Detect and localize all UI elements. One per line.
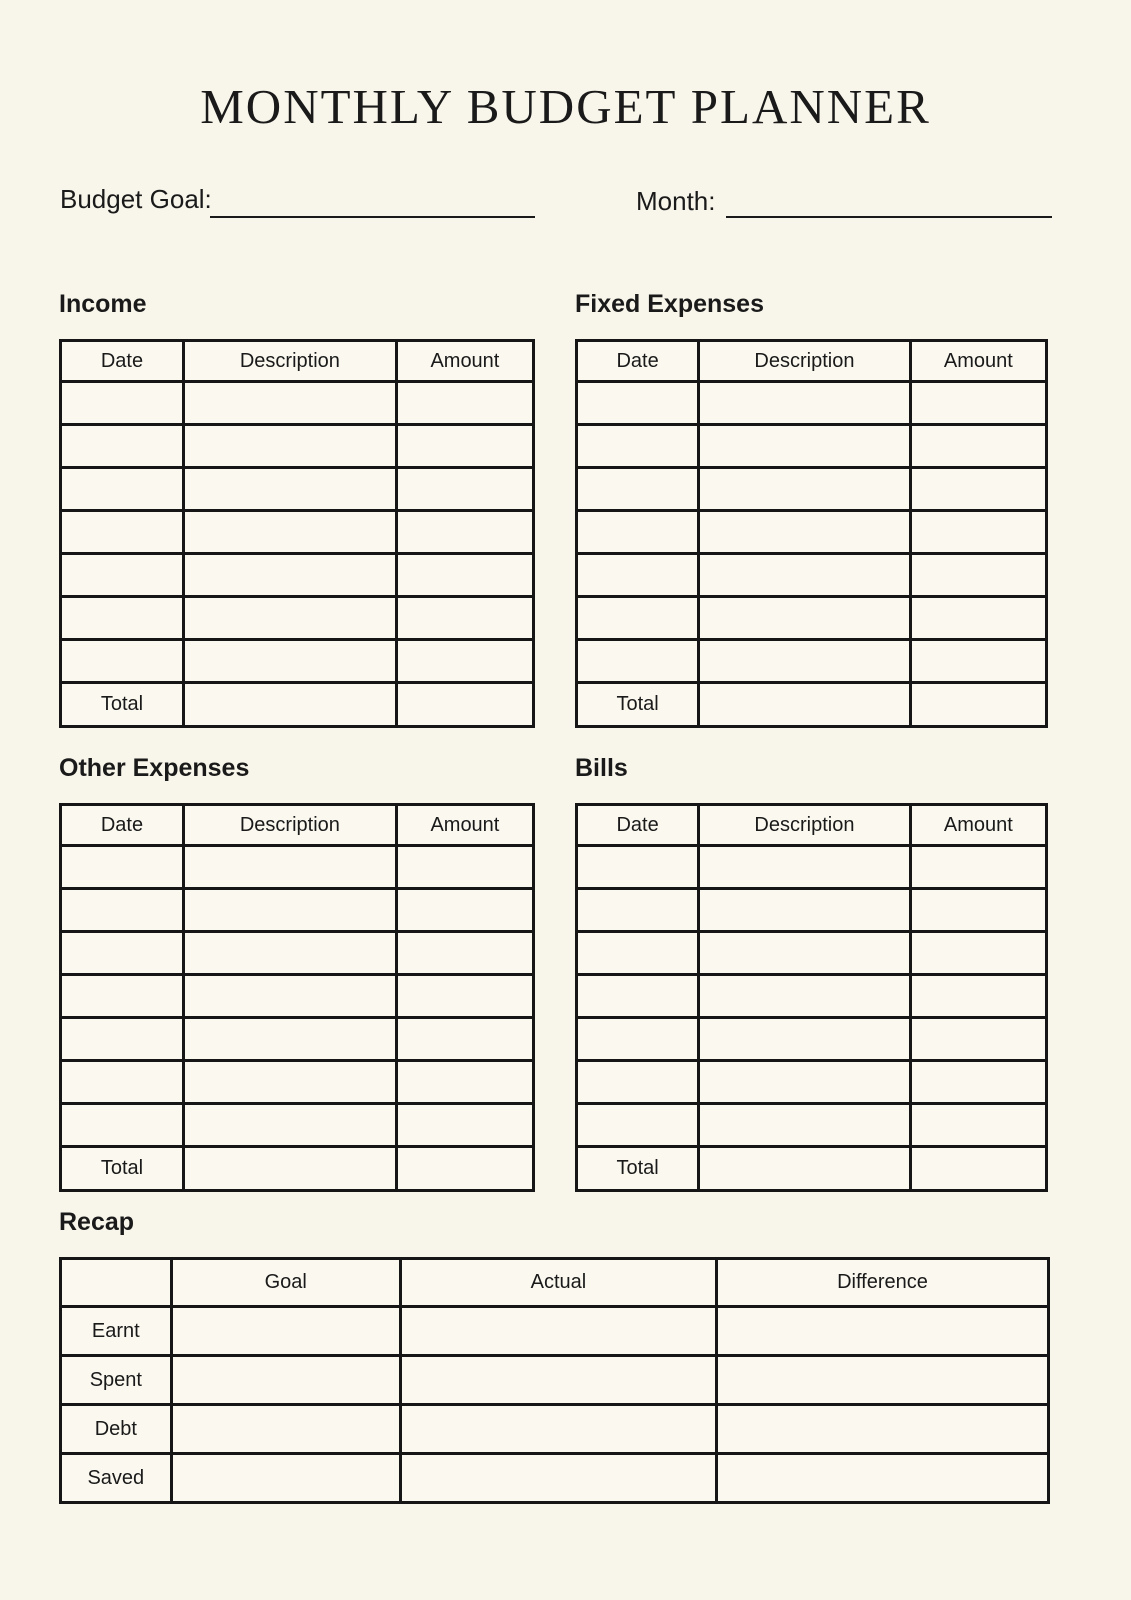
empty-cell[interactable] (396, 640, 533, 683)
recap-header-row (61, 1259, 1049, 1307)
total-label-cell: Total (577, 1147, 699, 1191)
empty-cell[interactable] (577, 1104, 699, 1147)
empty-cell[interactable] (699, 468, 911, 511)
empty-cell[interactable] (699, 597, 911, 640)
empty-cell[interactable] (171, 1307, 400, 1356)
empty-cell[interactable] (61, 468, 184, 511)
total-description-cell[interactable] (183, 1147, 396, 1191)
empty-cell[interactable] (183, 932, 396, 975)
empty-cell[interactable] (171, 1454, 400, 1503)
empty-cell[interactable] (577, 511, 699, 554)
table-row (61, 1061, 534, 1104)
empty-cell[interactable] (910, 1018, 1046, 1061)
empty-cell[interactable] (183, 468, 396, 511)
header-row (61, 341, 534, 382)
table-row (577, 382, 1047, 425)
goal-column-header: Goal (171, 1259, 400, 1307)
budget-goal-label: Budget Goal: (60, 184, 212, 214)
description-column-header: Description (183, 805, 396, 846)
table-row (577, 511, 1047, 554)
empty-cell[interactable] (699, 932, 911, 975)
empty-cell[interactable] (183, 1061, 396, 1104)
empty-cell[interactable] (699, 554, 911, 597)
table-row (61, 425, 534, 468)
empty-cell[interactable] (61, 554, 184, 597)
date-column-header: Date (577, 341, 699, 382)
other-expenses-heading: Other Expenses (59, 754, 250, 782)
table-row (577, 889, 1047, 932)
other-expenses-table (59, 803, 535, 1192)
empty-cell[interactable] (183, 846, 396, 889)
empty-cell[interactable] (577, 640, 699, 683)
table-row (577, 846, 1047, 889)
amount-column-header: Amount (396, 341, 533, 382)
month-label: Month: (636, 186, 716, 216)
empty-cell[interactable] (717, 1307, 1049, 1356)
empty-cell[interactable] (396, 1018, 533, 1061)
empty-cell[interactable] (910, 1104, 1046, 1147)
recap-table (59, 1257, 1050, 1504)
empty-cell[interactable] (61, 382, 184, 425)
empty-cell[interactable] (699, 382, 911, 425)
total-row (577, 683, 1047, 727)
debt-row-label: Debt (61, 1405, 172, 1454)
empty-cell[interactable] (396, 889, 533, 932)
description-column-header: Description (699, 805, 911, 846)
total-row (61, 683, 534, 727)
table-row (61, 554, 534, 597)
page-title: MONTHLY BUDGET PLANNER (200, 79, 931, 134)
total-amount-cell[interactable] (910, 683, 1046, 727)
difference-column-header: Difference (717, 1259, 1049, 1307)
empty-cell[interactable] (910, 1061, 1046, 1104)
table-row (61, 1104, 534, 1147)
empty-cell[interactable] (699, 1104, 911, 1147)
table-row (577, 425, 1047, 468)
table-row (61, 511, 534, 554)
empty-cell[interactable] (699, 975, 911, 1018)
debt-row (61, 1405, 1049, 1454)
empty-cell[interactable] (699, 846, 911, 889)
total-label-cell: Total (61, 1147, 184, 1191)
empty-cell[interactable] (577, 425, 699, 468)
empty-cell[interactable] (61, 1061, 184, 1104)
empty-cell[interactable] (910, 382, 1046, 425)
table-row (577, 640, 1047, 683)
table-row (577, 975, 1047, 1018)
table-row (577, 554, 1047, 597)
table-row (61, 597, 534, 640)
total-description-cell[interactable] (183, 683, 396, 727)
total-amount-cell[interactable] (910, 1147, 1046, 1191)
amount-column-header: Amount (396, 805, 533, 846)
table-row (577, 597, 1047, 640)
fixed-expenses-table (575, 339, 1048, 728)
spent-row (61, 1356, 1049, 1405)
empty-cell[interactable] (400, 1405, 716, 1454)
total-label-cell: Total (577, 683, 699, 727)
empty-cell[interactable] (61, 1104, 184, 1147)
bills-heading: Bills (575, 754, 628, 782)
empty-cell[interactable] (699, 425, 911, 468)
empty-cell[interactable] (61, 846, 184, 889)
empty-cell[interactable] (183, 1104, 396, 1147)
empty-cell[interactable] (396, 382, 533, 425)
total-amount-cell[interactable] (396, 683, 533, 727)
table-row (61, 1018, 534, 1061)
empty-cell[interactable] (577, 1061, 699, 1104)
date-column-header: Date (61, 805, 184, 846)
empty-cell[interactable] (910, 468, 1046, 511)
empty-cell[interactable] (577, 975, 699, 1018)
date-column-header: Date (577, 805, 699, 846)
empty-cell[interactable] (577, 846, 699, 889)
table-row (61, 382, 534, 425)
tables-grid (59, 290, 1048, 1192)
empty-cell[interactable] (61, 975, 184, 1018)
empty-cell[interactable] (396, 846, 533, 889)
header-row (577, 341, 1047, 382)
empty-cell[interactable] (577, 382, 699, 425)
table-row (577, 932, 1047, 975)
empty-cell[interactable] (61, 425, 184, 468)
empty-cell[interactable] (183, 975, 396, 1018)
empty-cell[interactable] (396, 975, 533, 1018)
empty-cell[interactable] (400, 1454, 716, 1503)
empty-cell[interactable] (910, 932, 1046, 975)
empty-cell[interactable] (910, 511, 1046, 554)
empty-cell[interactable] (717, 1356, 1049, 1405)
empty-cell[interactable] (171, 1405, 400, 1454)
empty-cell[interactable] (61, 889, 184, 932)
total-amount-cell[interactable] (396, 1147, 533, 1191)
budget-goal-field[interactable] (210, 216, 535, 218)
amount-column-header: Amount (910, 805, 1046, 846)
empty-cell[interactable] (396, 597, 533, 640)
empty-cell[interactable] (183, 1018, 396, 1061)
empty-cell[interactable] (577, 889, 699, 932)
other-expenses-section (59, 754, 535, 1192)
empty-cell[interactable] (61, 932, 184, 975)
empty-cell[interactable] (699, 1061, 911, 1104)
empty-cell[interactable] (699, 511, 911, 554)
recap-corner-cell (61, 1259, 172, 1307)
table-row (61, 889, 534, 932)
empty-cell[interactable] (910, 425, 1046, 468)
recap-section (59, 1208, 1050, 1504)
empty-cell[interactable] (400, 1356, 716, 1405)
empty-cell[interactable] (183, 597, 396, 640)
empty-cell[interactable] (183, 382, 396, 425)
total-label-cell: Total (61, 683, 184, 727)
empty-cell[interactable] (61, 640, 184, 683)
empty-cell[interactable] (910, 597, 1046, 640)
empty-cell[interactable] (577, 468, 699, 511)
header-row (61, 805, 534, 846)
fixed-expenses-section (575, 290, 1048, 728)
empty-cell[interactable] (910, 889, 1046, 932)
empty-cell[interactable] (699, 1018, 911, 1061)
table-row (61, 846, 534, 889)
table-row (61, 932, 534, 975)
table-row (577, 468, 1047, 511)
earnt-row (61, 1307, 1049, 1356)
income-table (59, 339, 535, 728)
empty-cell[interactable] (61, 1018, 184, 1061)
recap-heading: Recap (59, 1208, 135, 1236)
saved-row-label: Saved (61, 1454, 172, 1503)
empty-cell[interactable] (183, 554, 396, 597)
total-row (61, 1147, 534, 1191)
empty-cell[interactable] (171, 1356, 400, 1405)
empty-cell[interactable] (396, 511, 533, 554)
table-row (577, 1018, 1047, 1061)
empty-cell[interactable] (396, 468, 533, 511)
empty-cell[interactable] (396, 425, 533, 468)
total-description-cell[interactable] (699, 683, 911, 727)
empty-cell[interactable] (400, 1307, 716, 1356)
amount-column-header: Amount (910, 341, 1046, 382)
empty-cell[interactable] (577, 554, 699, 597)
empty-cell[interactable] (61, 511, 184, 554)
empty-cell[interactable] (910, 846, 1046, 889)
empty-cell[interactable] (183, 889, 396, 932)
header-row (577, 805, 1047, 846)
empty-cell[interactable] (577, 597, 699, 640)
income-heading: Income (59, 290, 147, 318)
empty-cell[interactable] (61, 597, 184, 640)
empty-cell[interactable] (183, 511, 396, 554)
spent-row-label: Spent (61, 1356, 172, 1405)
empty-cell[interactable] (396, 1104, 533, 1147)
empty-cell[interactable] (577, 932, 699, 975)
fixed-expenses-heading: Fixed Expenses (575, 290, 764, 318)
empty-cell[interactable] (910, 975, 1046, 1018)
description-column-header: Description (183, 341, 396, 382)
month-field[interactable] (726, 216, 1052, 218)
empty-cell[interactable] (717, 1454, 1049, 1503)
bills-section (575, 754, 1048, 1192)
empty-cell[interactable] (396, 554, 533, 597)
income-section (59, 290, 535, 728)
total-description-cell[interactable] (699, 1147, 911, 1191)
table-row (577, 1104, 1047, 1147)
empty-cell[interactable] (910, 554, 1046, 597)
actual-column-header: Actual (400, 1259, 716, 1307)
table-row (61, 468, 534, 511)
bills-table (575, 803, 1048, 1192)
empty-cell[interactable] (577, 1018, 699, 1061)
total-row (577, 1147, 1047, 1191)
empty-cell[interactable] (910, 640, 1046, 683)
empty-cell[interactable] (717, 1405, 1049, 1454)
date-column-header: Date (61, 341, 184, 382)
table-row (577, 1061, 1047, 1104)
table-row (61, 975, 534, 1018)
empty-cell[interactable] (699, 889, 911, 932)
saved-row (61, 1454, 1049, 1503)
empty-cell[interactable] (396, 932, 533, 975)
empty-cell[interactable] (699, 640, 911, 683)
empty-cell[interactable] (396, 1061, 533, 1104)
table-row (61, 640, 534, 683)
earnt-row-label: Earnt (61, 1307, 172, 1356)
empty-cell[interactable] (183, 425, 396, 468)
empty-cell[interactable] (183, 640, 396, 683)
description-column-header: Description (699, 341, 911, 382)
